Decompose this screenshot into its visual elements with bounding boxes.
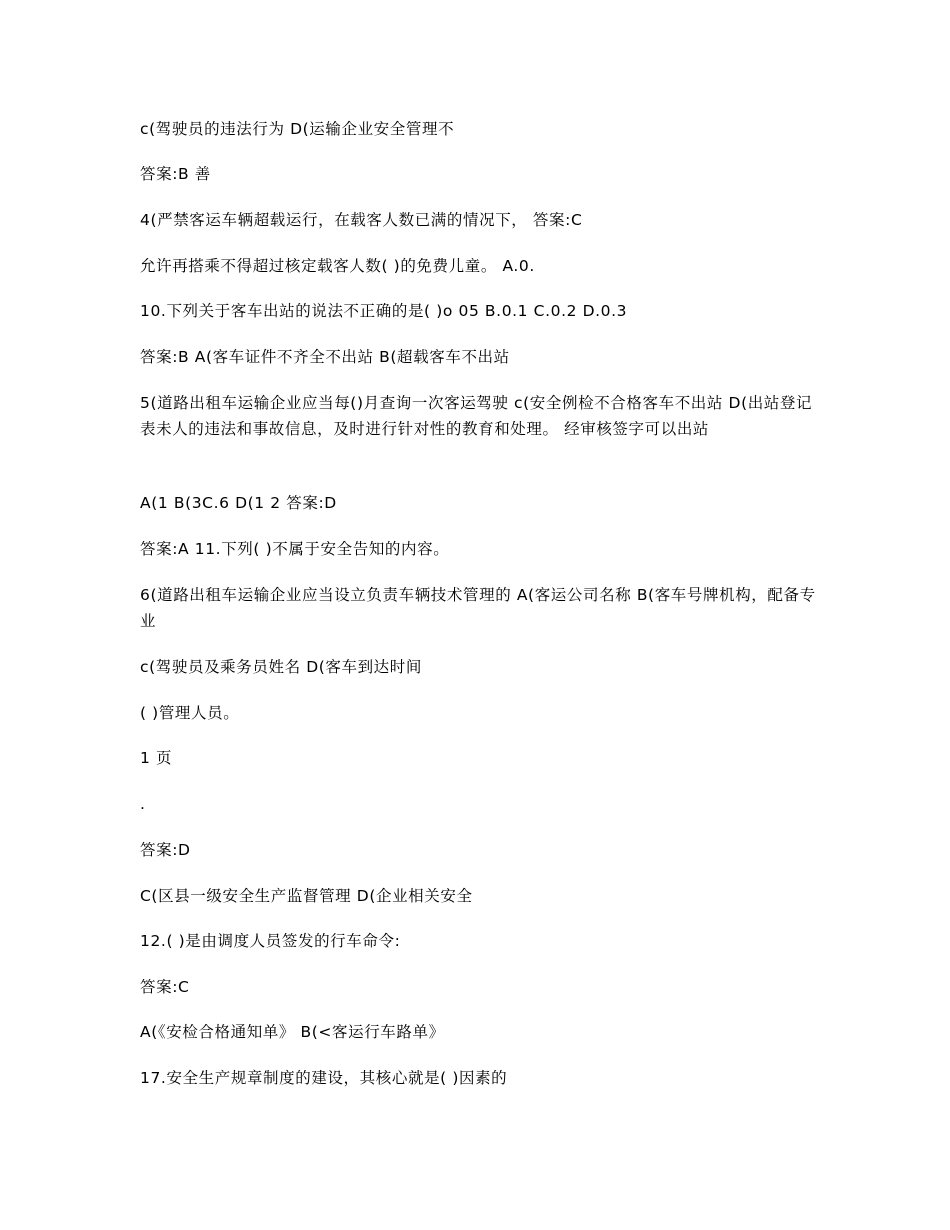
page-number: 1 页 [140, 749, 173, 767]
text-line: 答案:D [140, 841, 191, 859]
text-line: A(1 B(3C.6 D(1 2 答案:D [140, 494, 337, 512]
text-line: c(驾驶员及乘务员姓名 D(客车到达时间 [140, 658, 422, 676]
text-line: 17.安全生产规章制度的建设，其核心就是( )因素的 [140, 1069, 508, 1087]
text-line: 答案:B 善 [140, 165, 211, 183]
text-line: 答案:A 11.下列( )不属于安全告知的内容。 [140, 540, 450, 558]
text-paragraph: 5(道路出租车运输企业应当每()月查询一次客运驾驶 c(安全例检不合格客车不出站 D(出站登记表未人的违法和事故信息，及时进行针对性的教育和处理。 经审核签字可以出站 [140, 394, 813, 438]
text-line: C(区县一级安全生产监督管理 D(企业相关安全 [140, 887, 473, 905]
text-line: 12.( )是由调度人员签发的行车命令: [140, 932, 401, 950]
text-line: 10.下列关于客车出站的说法不正确的是( )o 05 B.0.1 C.0.2 D.0.3 [140, 302, 628, 320]
text-line: ( )管理人员。 [140, 704, 240, 722]
text-paragraph: 6(道路出租车运输企业应当设立负责车辆技术管理的 A(客运公司名称 B(客车号牌机构，配备专业 [140, 586, 816, 630]
text-line: 答案:B A(客车证件不齐全不出站 B(超载客车不出站 [140, 348, 510, 366]
text-line: 允许再搭乘不得超过核定载客人数( )的免费儿童。 A.0. [140, 257, 535, 275]
text-line: 答案:C [140, 978, 190, 996]
text-line: 4(严禁客运车辆超载运行，在载客人数已满的情况下， 答案:C [140, 211, 583, 229]
text-line: c(驾驶员的违法行为 D(运输企业安全管理不 [140, 120, 455, 138]
text-line: . [140, 795, 146, 813]
text-line: A(《安检合格通知单》 B(<客运行车路单》 [140, 1023, 445, 1041]
